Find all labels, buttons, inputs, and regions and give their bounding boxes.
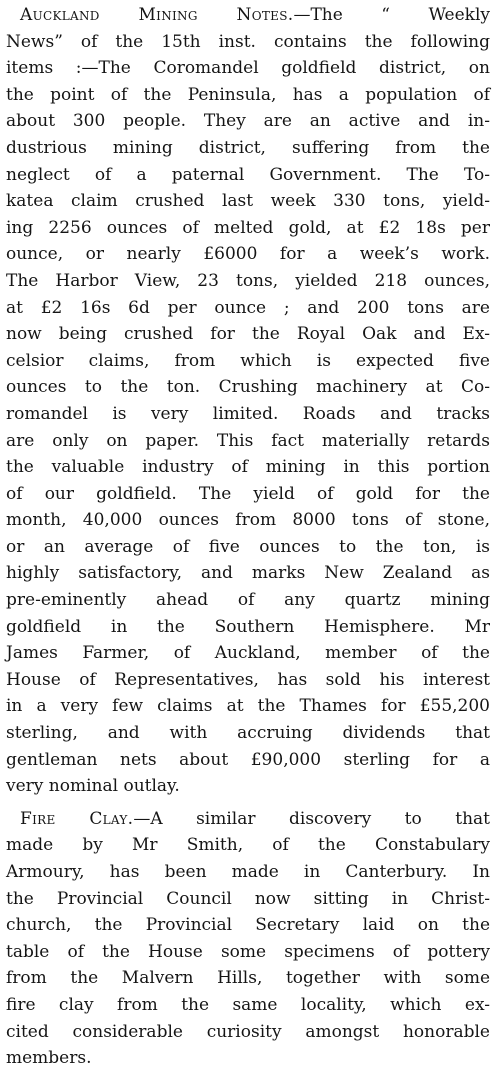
article-line: fire clay from the same locality, which ex- [6, 994, 490, 1015]
article-auckland-mining-notes [6, 2, 490, 800]
article-line: cited considerable curiosity amongst honorable [6, 1021, 490, 1042]
article-line: highly satisfactory, and marks New Zealand as [6, 563, 490, 584]
article-line-text: —The “ Weekly [293, 5, 490, 25]
article-line: pre-eminently ahead of any quartz mining [6, 590, 490, 611]
article-line: or an average of five ounces to the ton, is [6, 536, 490, 557]
article-line: of our goldfield. The yield of gold for the [6, 483, 490, 504]
article-line: The Harbor View, 23 tons, yielded 218 ounces, [6, 270, 490, 291]
article-line: gentleman nets about £90,000 sterling for a [6, 749, 490, 770]
article-line: are only on paper. This fact materially retards [6, 430, 490, 451]
article-line: sterling, and with accruing dividends that [6, 723, 490, 744]
article-line: very nominal outlay. [6, 776, 180, 797]
article-line: goldfield in the Southern Hemisphere. Mr [6, 616, 490, 637]
article-line: News” of the 15th inst. contains the following [6, 31, 490, 52]
newspaper-clipping [6, 2, 490, 1069]
article-line: items :—The Coromandel goldfield district, on [6, 58, 490, 79]
article-line: Armoury, has been made in Canterbury. In [6, 862, 490, 882]
article-line [6, 806, 490, 833]
article-line: romandel is very limited. Roads and tracks [6, 403, 490, 424]
article-fire-clay [6, 806, 490, 1072]
article-line: ounces to the ton. Crushing machinery at Co- [6, 377, 490, 398]
article-line: from the Malvern Hills, together with some [6, 968, 490, 989]
article-line: the Provincial Council now sitting in Christ- [6, 888, 490, 909]
article-line [6, 2, 490, 29]
article-line: the point of the Peninsula, has a population of [6, 84, 490, 105]
article-line: table of the House some specimens of pottery [6, 941, 490, 962]
article-line-text: —A similar discovery to that [133, 808, 490, 829]
article-line: at £2 16s 6d per ounce ; and 200 tons are [6, 297, 490, 318]
article-heading: Fire Clay. [20, 808, 134, 829]
article-line: House of Representatives, has sold his interest [6, 669, 490, 690]
article-line: church, the Provincial Secretary laid on the [6, 915, 490, 936]
article-line: the valuable industry of mining in this portion [6, 457, 490, 478]
article-line: now being crushed for the Royal Oak and Ex- [6, 324, 490, 345]
article-line: dustrious mining district, suffering from the [6, 137, 490, 158]
article-line: celsior claims, from which is expected five [6, 350, 490, 371]
article-heading: Auckland Mining Notes. [20, 5, 294, 25]
article-line: made by Mr Smith, of the Constabulary [6, 835, 490, 856]
article-line: James Farmer, of Auckland, member of the [6, 643, 490, 664]
article-line: month, 40,000 ounces from 8000 tons of stone, [6, 510, 490, 531]
article-line: in a very few claims at the Thames for £55,200 [6, 696, 490, 717]
article-line: neglect of a paternal Government. The To- [6, 164, 490, 185]
article-line: about 300 people. They are an active and in- [6, 111, 490, 132]
article-line: ounce, or nearly £6000 for a week’s work. [6, 244, 490, 265]
article-line: ing 2256 ounces of melted gold, at £2 18s per [6, 217, 490, 238]
article-line: katea claim crushed last week 330 tons, yield- [6, 191, 490, 212]
article-line: members. [6, 1048, 92, 1069]
